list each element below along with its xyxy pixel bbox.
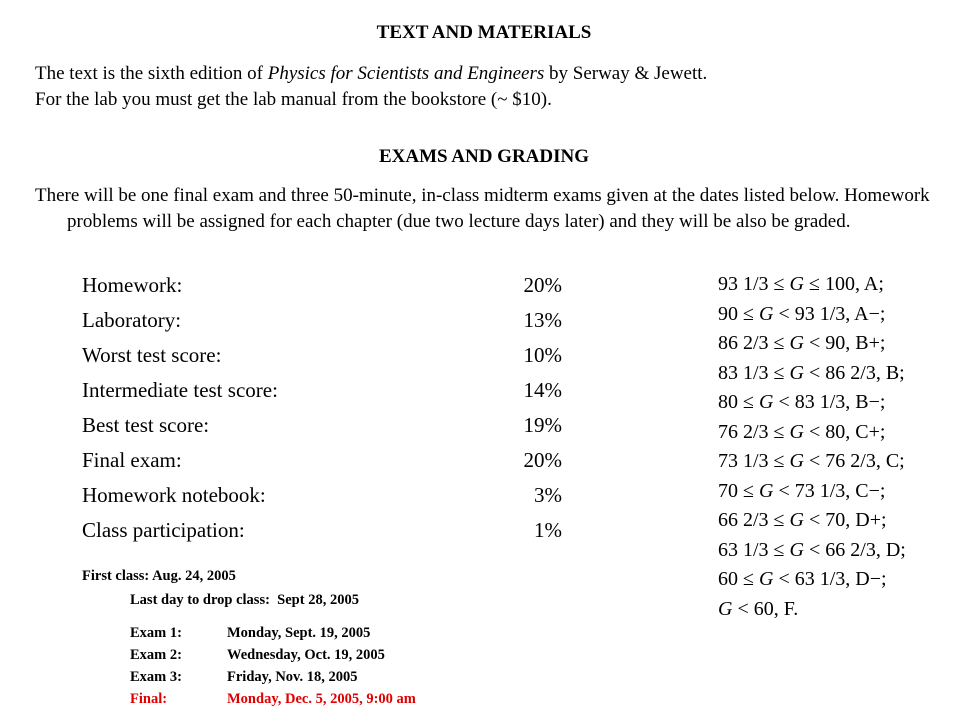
grade-scale-row: 80 ≤ G < 83 1/3, B−; [718, 391, 886, 413]
grading-component-row [82, 408, 562, 443]
grading-component-row [82, 513, 562, 548]
drop-date: Sept 28, 2005 [277, 592, 359, 608]
component-weight: 14% [523, 378, 562, 402]
grade-variable: G [789, 361, 804, 384]
grading-component-row [82, 478, 562, 513]
grade-variable: G [789, 450, 804, 472]
component-weight: 3% [534, 483, 562, 507]
grade-variable: G [789, 420, 804, 443]
grade-scale-row: 73 1/3 ≤ G < 76 2/3, C; [718, 450, 905, 472]
grade-variable: G [758, 479, 774, 502]
drop-label: Last day to drop class: [130, 592, 270, 608]
final-exam-row: Final: Monday, Dec. 5, 2005, 9:00 am [130, 691, 416, 707]
grade-scale-row: 70 ≤ G < 73 1/3, C−; [718, 479, 886, 502]
first-class-date: First class: Aug. 24, 2005 [82, 568, 236, 584]
materials-line-1: The text is the sixth edition of Physics for Scientists and Engineers by Serway & Jewett. [35, 63, 708, 84]
grade-scale-row: 93 1/3 ≤ G ≤ 100, A; [718, 273, 884, 295]
grade-scale-row: 83 1/3 ≤ G < 86 2/3, B; [718, 361, 905, 384]
book-title: Physics for Scientists and Engineers [267, 63, 545, 84]
grade-scale-row: 76 2/3 ≤ G < 80, C+; [718, 420, 886, 443]
grading-component-row [82, 338, 562, 373]
component-label: Homework: [82, 273, 183, 297]
exam-schedule [130, 622, 416, 710]
grading-component-row [82, 443, 562, 478]
grade-variable: G [789, 332, 804, 354]
grade-variable: G [758, 391, 774, 413]
component-label: Laboratory: [82, 308, 182, 332]
grade-variable: G [758, 302, 774, 325]
grade-variable: G [789, 273, 804, 295]
grade-variable: G [758, 568, 774, 590]
component-weight: 20% [523, 273, 562, 297]
exam-row: Exam 1: Monday, Sept. 19, 2005 [130, 625, 371, 641]
component-weight: 10% [523, 343, 562, 367]
grade-variable: G [789, 509, 804, 531]
exam-row: Exam 2: Wednesday, Oct. 19, 2005 [130, 647, 385, 663]
grade-scale-row: 90 ≤ G < 93 1/3, A−; [718, 302, 886, 325]
heading-text-materials: TEXT AND MATERIALS [376, 22, 592, 43]
grade-variable: G [789, 538, 804, 561]
exams-paragraph: There will be one final exam and three 50-minute, in-class midterm exams given at the dates listed below. Homework problems will be assigned for each chapter (due two lecture days later) and they will be also be graded. [35, 185, 930, 232]
grading-component-row [82, 268, 562, 303]
grade-scale-row: 60 ≤ G < 63 1/3, D−; [718, 568, 887, 590]
component-label: Homework notebook: [82, 483, 266, 507]
component-weight: 13% [523, 308, 562, 332]
component-label: Final exam: [82, 448, 182, 472]
component-weight: 19% [523, 413, 562, 437]
materials-paragraph [35, 61, 935, 113]
component-weight: 1% [534, 518, 562, 542]
drop-deadline [130, 592, 359, 609]
grade-scale-list [718, 270, 906, 624]
grade-scale-row: G < 60, F. [718, 597, 799, 620]
grade-scale-row: 63 1/3 ≤ G < 66 2/3, D; [718, 538, 906, 561]
heading-exams-grading: EXAMS AND GRADING [378, 146, 590, 167]
component-label: Intermediate test score: [82, 378, 278, 402]
grade-scale-row: 86 2/3 ≤ G < 90, B+; [718, 332, 886, 354]
grading-component-row [82, 373, 562, 408]
component-label: Class participation: [82, 518, 245, 542]
grading-component-row [82, 303, 562, 338]
materials-line-2: For the lab you must get the lab manual from the bookstore (~ $10). [35, 89, 552, 110]
grading-weights-table [82, 268, 562, 548]
exam-row: Exam 3: Friday, Nov. 18, 2005 [130, 669, 358, 685]
grade-variable: G [718, 597, 733, 620]
component-label: Worst test score: [82, 343, 222, 367]
grade-scale-row: 66 2/3 ≤ G < 70, D+; [718, 509, 887, 531]
component-weight: 20% [523, 448, 562, 472]
component-label: Best test score: [82, 413, 210, 437]
